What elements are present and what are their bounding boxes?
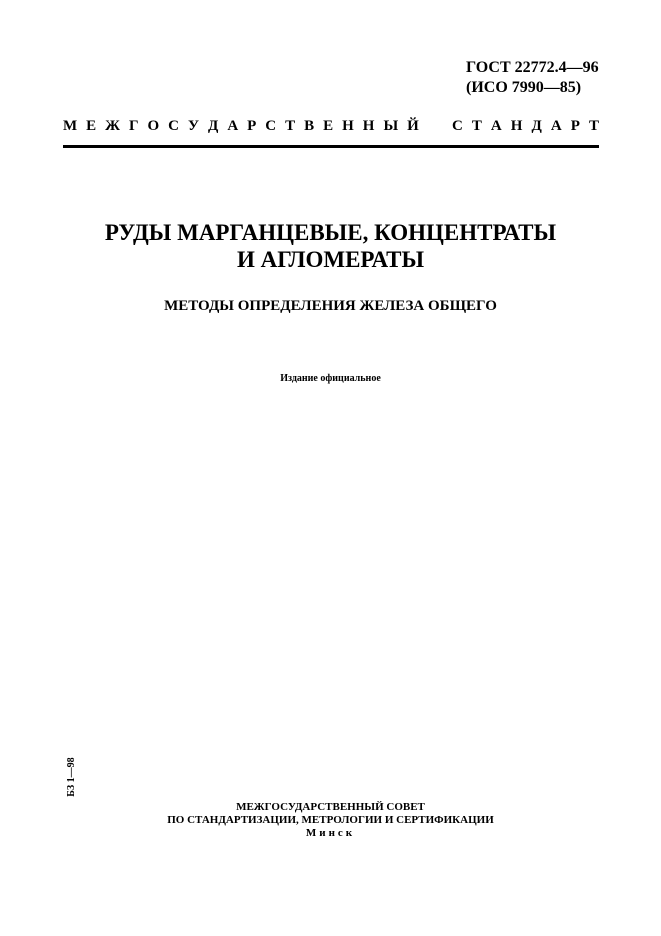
header-letter: В — [304, 118, 315, 134]
document-title — [0, 219, 661, 273]
header-letter: Ы — [383, 118, 399, 134]
header-letter: Г — [128, 118, 139, 134]
publisher-city: Минск — [305, 827, 356, 839]
header-word-standard — [452, 118, 599, 134]
header-letter: Й — [407, 118, 419, 134]
header-letter: Р — [570, 118, 580, 134]
publisher-block — [0, 801, 661, 840]
header-rule — [63, 145, 599, 148]
header-letter: Е — [323, 118, 334, 134]
header-letter: М — [63, 118, 78, 134]
header-letter: Т — [471, 118, 482, 134]
header-letter: Р — [247, 118, 257, 134]
title-line-2: И АГЛОМЕРАТЫ — [236, 247, 425, 272]
header-letter: Т — [588, 118, 599, 134]
header-letter: С — [265, 118, 277, 134]
title-line-1: РУДЫ МАРГАНЦЕВЫЕ, КОНЦЕНТРАТЫ — [104, 220, 557, 245]
header-letter: О — [147, 118, 160, 134]
header-letter: С — [168, 118, 180, 134]
publisher-line-2: ПО СТАНДАРТИЗАЦИИ, МЕТРОЛОГИИ И СЕРТИФИКАЦИИ — [167, 814, 494, 826]
header-letter: А — [550, 118, 562, 134]
standard-type-header — [63, 118, 599, 134]
header-letter: А — [490, 118, 502, 134]
standard-number: ГОСТ 22772.4—96 — [466, 59, 599, 76]
standard-number-block — [466, 58, 599, 98]
header-letter: Т — [285, 118, 296, 134]
header-letter: Е — [86, 118, 97, 134]
header-letter: Д — [208, 118, 219, 134]
header-letter: Н — [342, 118, 354, 134]
header-letter: Д — [531, 118, 542, 134]
header-letter: С — [452, 118, 463, 134]
header-letter: Н — [362, 118, 375, 134]
edition-note: Издание официальное — [280, 373, 381, 384]
iso-equivalent: (ИСО 7990—85) — [466, 79, 582, 96]
publisher-line-1: МЕЖГОСУДАРСТВЕННЫЙ СОВЕТ — [236, 801, 425, 813]
header-word-interstate — [63, 118, 419, 134]
side-code: БЗ 1—98 — [66, 757, 77, 797]
header-letter: А — [227, 118, 239, 134]
header-letter: Ж — [105, 118, 120, 134]
document-subtitle: МЕТОДЫ ОПРЕДЕЛЕНИЯ ЖЕЛЕЗА ОБЩЕГО — [164, 298, 497, 314]
header-letter: Н — [510, 118, 523, 134]
header-letter: У — [188, 118, 200, 134]
